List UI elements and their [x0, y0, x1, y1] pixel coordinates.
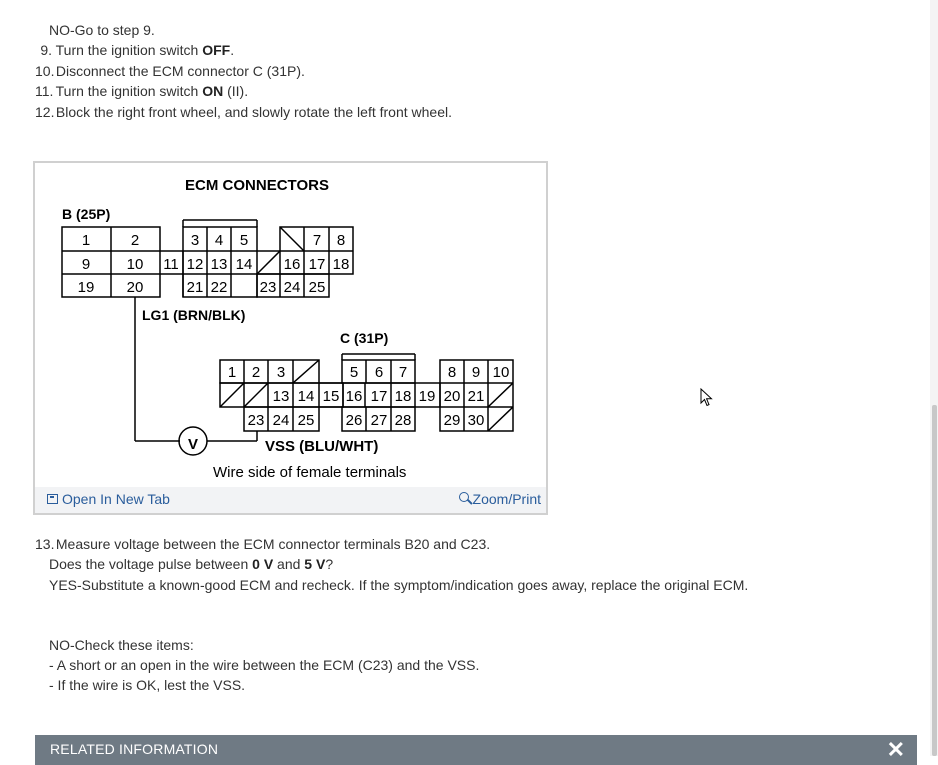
connector-c-terminal-15: 15: [322, 388, 340, 405]
step-11-bold: ON: [202, 83, 224, 99]
close-icon[interactable]: ✕: [886, 737, 905, 762]
step-13-no: NO-Check these items:: [49, 637, 194, 653]
step-12: [35, 104, 452, 120]
connector-b-terminal-2: 2: [130, 232, 140, 249]
connector-b-terminal-25: 25: [308, 279, 326, 296]
figure-footer: [35, 487, 546, 513]
step-nogo: NO-Go to step 9.: [49, 22, 155, 38]
step-12-number: 12.: [35, 104, 55, 120]
step-12-text: Block the right front wheel, and slowly rotate the left front wheel.: [55, 104, 452, 120]
connector-b-label: B (25P): [62, 206, 111, 222]
check-item-1: - A short or an open in the wire between the ECM (C23) and the VSS.: [49, 657, 480, 673]
connector-c-label: C (31P): [340, 330, 389, 346]
connector-c-terminal-5: 5: [349, 364, 359, 381]
connector-b-terminal-18: 18: [332, 256, 350, 273]
step-10-number: 10.: [35, 63, 55, 79]
connector-b-terminal-20: 20: [126, 279, 144, 296]
connector-c-terminal-21: 21: [467, 388, 485, 405]
question-bold-5v: 5 V: [304, 556, 326, 572]
connector-c-terminal-6: 6: [374, 364, 384, 381]
connector-c-terminal-29: 29: [443, 412, 461, 429]
connector-c-terminal-14: 14: [297, 388, 315, 405]
connector-c-terminal-28: 28: [394, 412, 412, 429]
connector-b-terminal-8: 8: [336, 232, 346, 249]
connector-b-terminal-19: 19: [77, 279, 95, 296]
zoom-print-button[interactable]: [459, 491, 541, 507]
zoom-print-label: Zoom/Print: [472, 491, 541, 507]
open-in-new-tab-label: Open In New Tab: [62, 491, 170, 507]
step-11-text: Turn the ignition switch: [55, 83, 203, 99]
lg1-wire-label: LG1 (BRN/BLK): [142, 307, 246, 323]
connector-b-terminal-24: 24: [283, 279, 301, 296]
connector-c-terminal-30: 30: [467, 412, 485, 429]
connector-b-terminal-9: 9: [81, 256, 91, 273]
connector-b-terminal-11: 11: [163, 256, 179, 273]
connector-b-terminal-4: 4: [214, 232, 224, 249]
step-13-text: Measure voltage between the ECM connector terminals B20 and C23.: [55, 536, 491, 552]
connector-c-terminal-8: 8: [447, 364, 457, 381]
step-9-text: Turn the ignition switch: [55, 42, 203, 58]
diagram-title: ECM CONNECTORS: [185, 177, 329, 194]
connector-c-terminal-13: 13: [272, 388, 290, 405]
connector-c-terminal-27: 27: [370, 412, 388, 429]
step-13: [35, 536, 490, 552]
connector-c-terminal-20: 20: [443, 388, 461, 405]
connector-c-terminal-18: 18: [394, 388, 412, 405]
connector-b-terminal-23: 23: [259, 279, 277, 296]
connector-b-terminal-5: 5: [239, 232, 249, 249]
connector-b-terminal-13: 13: [210, 256, 228, 273]
connector-c-terminal-2: 2: [251, 364, 261, 381]
step-13-yes: YES-Substitute a known-good ECM and recheck. If the symptom/indication goes away, replace the original ECM.: [49, 577, 749, 593]
connector-b-terminal-1: 1: [81, 232, 91, 249]
connector-b-terminal-14: 14: [235, 256, 253, 273]
connector-c-terminal-26: 26: [345, 412, 363, 429]
connector-c-terminal-9: 9: [471, 364, 481, 381]
step-10-text: Disconnect the ECM connector C (31P).: [55, 63, 305, 79]
connector-c-terminal-1: 1: [227, 364, 237, 381]
connector-c-terminal-24: 24: [272, 412, 290, 429]
question-text-b: and: [273, 556, 305, 572]
connector-b-terminal-10: 10: [126, 256, 144, 273]
ecm-connectors-diagram: [35, 163, 546, 487]
connector-b-terminal-3: 3: [190, 232, 200, 249]
question-text-a: Does the voltage pulse between: [49, 556, 253, 572]
open-new-tab-icon: [47, 494, 58, 504]
related-information-title: RELATED INFORMATION: [50, 741, 219, 757]
step-9: [35, 42, 234, 58]
connector-b-terminal-21: 21: [186, 279, 204, 296]
connector-b-terminal-22: 22: [210, 279, 228, 296]
connector-c-terminal-23: 23: [247, 412, 265, 429]
step-9-bold: OFF: [202, 42, 231, 58]
voltmeter-symbol: V: [187, 436, 199, 453]
check-item-2: - If the wire is OK, lest the VSS.: [49, 677, 246, 693]
diagram-caption: Wire side of female terminals: [213, 464, 407, 481]
connector-b-terminal-16: 16: [283, 256, 301, 273]
connector-c-terminal-25: 25: [297, 412, 315, 429]
step-9-number: 9.: [40, 42, 52, 58]
connector-c-terminal-19: 19: [418, 388, 436, 405]
connector-c-terminal-17: 17: [370, 388, 388, 405]
connector-c-terminal-3: 3: [276, 364, 286, 381]
connector-c-terminal-10: 10: [492, 364, 510, 381]
open-in-new-tab-button[interactable]: [47, 491, 170, 507]
related-information-bar[interactable]: [35, 735, 917, 765]
step-13-question: [49, 556, 333, 572]
connector-c-terminal-7: 7: [398, 364, 408, 381]
ecm-connectors-figure: [33, 161, 548, 515]
connector-c-terminal-16: 16: [345, 388, 363, 405]
step-13-number: 13.: [35, 536, 55, 552]
question-text-c: ?: [325, 556, 334, 572]
step-11-number: 11.: [35, 83, 54, 99]
connector-b-terminal-12: 12: [186, 256, 204, 273]
step-10: [35, 63, 305, 79]
scrollbar-thumb[interactable]: [932, 405, 937, 756]
connector-b-terminal-17: 17: [308, 256, 326, 273]
magnifier-zoom-icon: [459, 492, 469, 502]
step-11-end: (II).: [223, 83, 249, 99]
step-9-end: .: [230, 42, 235, 58]
connector-b-terminal-7: 7: [312, 232, 322, 249]
question-bold-0v: 0 V: [252, 556, 274, 572]
step-11: [35, 83, 248, 99]
vss-wire-label: VSS (BLU/WHT): [265, 438, 379, 455]
mouse-cursor-icon: [700, 388, 714, 408]
